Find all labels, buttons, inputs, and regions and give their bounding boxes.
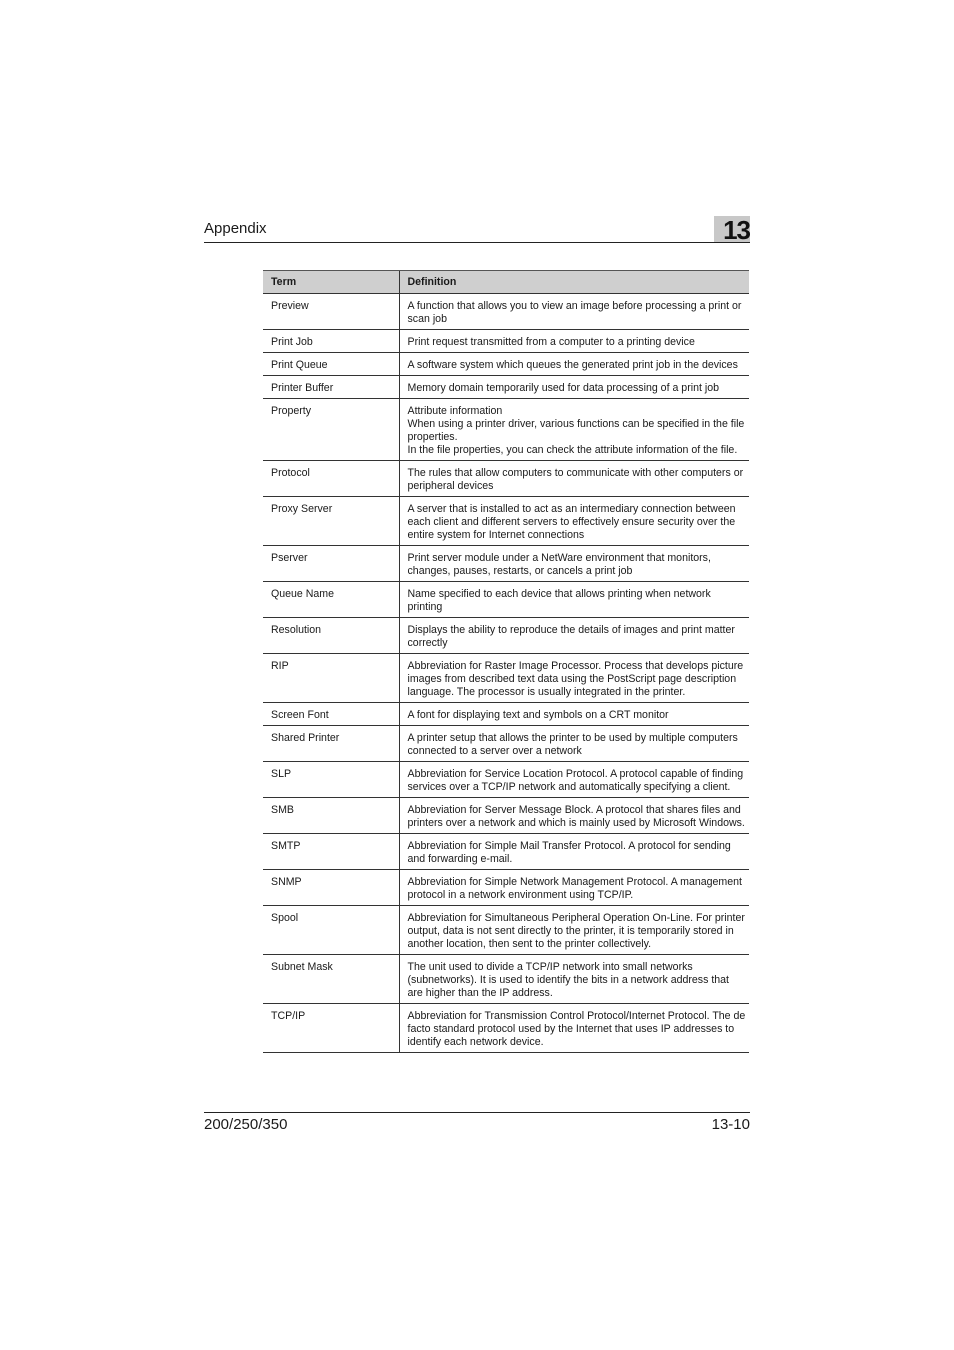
term-cell: RIP bbox=[263, 654, 399, 703]
term-cell: SLP bbox=[263, 762, 399, 798]
term-cell: Preview bbox=[263, 294, 399, 330]
table-row bbox=[263, 834, 749, 870]
term-cell: Pserver bbox=[263, 546, 399, 582]
column-header-term: Term bbox=[263, 271, 399, 294]
table-header-row bbox=[263, 271, 749, 294]
definition-cell: Abbreviation for Server Message Block. A protocol that shares files and printers over a network and which is mainly used by Microsoft Windows. bbox=[399, 798, 749, 834]
definition-cell: Print server module under a NetWare environment that monitors, changes, pauses, restarts, or cancels a print job bbox=[399, 546, 749, 582]
table-row bbox=[263, 798, 749, 834]
term-cell: Property bbox=[263, 399, 399, 461]
term-cell: Screen Font bbox=[263, 703, 399, 726]
definition-cell: A function that allows you to view an image before processing a print or scan job bbox=[399, 294, 749, 330]
term-cell: Shared Printer bbox=[263, 726, 399, 762]
table-row bbox=[263, 330, 749, 353]
glossary-rows bbox=[263, 294, 749, 1053]
term-cell: Print Job bbox=[263, 330, 399, 353]
definition-cell: The rules that allow computers to communicate with other computers or peripheral devices bbox=[399, 461, 749, 497]
table-row bbox=[263, 955, 749, 1004]
table-row bbox=[263, 294, 749, 330]
definition-cell: Abbreviation for Simple Network Management Protocol. A management protocol in a network environment using TCP/IP. bbox=[399, 870, 749, 906]
table-row bbox=[263, 497, 749, 546]
table-row bbox=[263, 726, 749, 762]
table-row bbox=[263, 353, 749, 376]
term-cell: Spool bbox=[263, 906, 399, 955]
column-header-definition: Definition bbox=[399, 271, 749, 294]
page-number: 13-10 bbox=[711, 1116, 750, 1133]
definition-cell: Attribute information When using a printer driver, various functions can be specified in the file properties. In the file properties, you can check the attribute information of the file. bbox=[399, 399, 749, 461]
term-cell: Printer Buffer bbox=[263, 376, 399, 399]
table-row bbox=[263, 703, 749, 726]
table-row bbox=[263, 582, 749, 618]
term-cell: Print Queue bbox=[263, 353, 399, 376]
term-cell: SMTP bbox=[263, 834, 399, 870]
table-row bbox=[263, 1004, 749, 1053]
definition-cell: Abbreviation for Transmission Control Protocol/Internet Protocol. The de facto standard protocol used by the Internet that uses IP addresses to identify each network device. bbox=[399, 1004, 749, 1053]
definition-cell: Name specified to each device that allows printing when network printing bbox=[399, 582, 749, 618]
table-row bbox=[263, 870, 749, 906]
page-header bbox=[204, 216, 750, 243]
definition-cell: Abbreviation for Simultaneous Peripheral Operation On-Line. For printer output, data is not sent directly to the printer, it is temporarily stored in another location, then sent to the printer collectively. bbox=[399, 906, 749, 955]
term-cell: SNMP bbox=[263, 870, 399, 906]
definition-cell: Print request transmitted from a computer to a printing device bbox=[399, 330, 749, 353]
table-row bbox=[263, 654, 749, 703]
glossary-table bbox=[263, 270, 749, 1053]
definition-cell: Memory domain temporarily used for data processing of a print job bbox=[399, 376, 749, 399]
term-cell: Queue Name bbox=[263, 582, 399, 618]
definition-cell: A printer setup that allows the printer to be used by multiple computers connected to a server over a network bbox=[399, 726, 749, 762]
term-cell: SMB bbox=[263, 798, 399, 834]
section-title: Appendix bbox=[204, 220, 267, 237]
model-number: 200/250/350 bbox=[204, 1116, 288, 1133]
definition-cell: Abbreviation for Simple Mail Transfer Protocol. A protocol for sending and forwarding e-mail. bbox=[399, 834, 749, 870]
term-cell: Resolution bbox=[263, 618, 399, 654]
definition-cell: Abbreviation for Service Location Protocol. A protocol capable of finding services over a TCP/IP network and automatically specifying a client. bbox=[399, 762, 749, 798]
page-footer bbox=[204, 1112, 750, 1133]
table-row bbox=[263, 906, 749, 955]
table-row bbox=[263, 399, 749, 461]
table-row bbox=[263, 376, 749, 399]
definition-cell: The unit used to divide a TCP/IP network into small networks (subnetworks). It is used to identify the bits in a network address that are higher than the IP address. bbox=[399, 955, 749, 1004]
term-cell: Subnet Mask bbox=[263, 955, 399, 1004]
chapter-number-badge: 13 bbox=[714, 216, 750, 242]
table-row bbox=[263, 546, 749, 582]
term-cell: TCP/IP bbox=[263, 1004, 399, 1053]
definition-cell: A server that is installed to act as an intermediary connection between each client and different servers to effectively ensure security over the entire system for Internet connections bbox=[399, 497, 749, 546]
term-cell: Proxy Server bbox=[263, 497, 399, 546]
definition-cell: Displays the ability to reproduce the details of images and print matter correctly bbox=[399, 618, 749, 654]
table-row bbox=[263, 618, 749, 654]
table-row bbox=[263, 461, 749, 497]
definition-cell: A font for displaying text and symbols on a CRT monitor bbox=[399, 703, 749, 726]
term-cell: Protocol bbox=[263, 461, 399, 497]
definition-cell: Abbreviation for Raster Image Processor. Process that develops picture images from described text data using the PostScript page description language. The processor is usually integrated in the printer. bbox=[399, 654, 749, 703]
table-row bbox=[263, 762, 749, 798]
definition-cell: A software system which queues the generated print job in the devices bbox=[399, 353, 749, 376]
